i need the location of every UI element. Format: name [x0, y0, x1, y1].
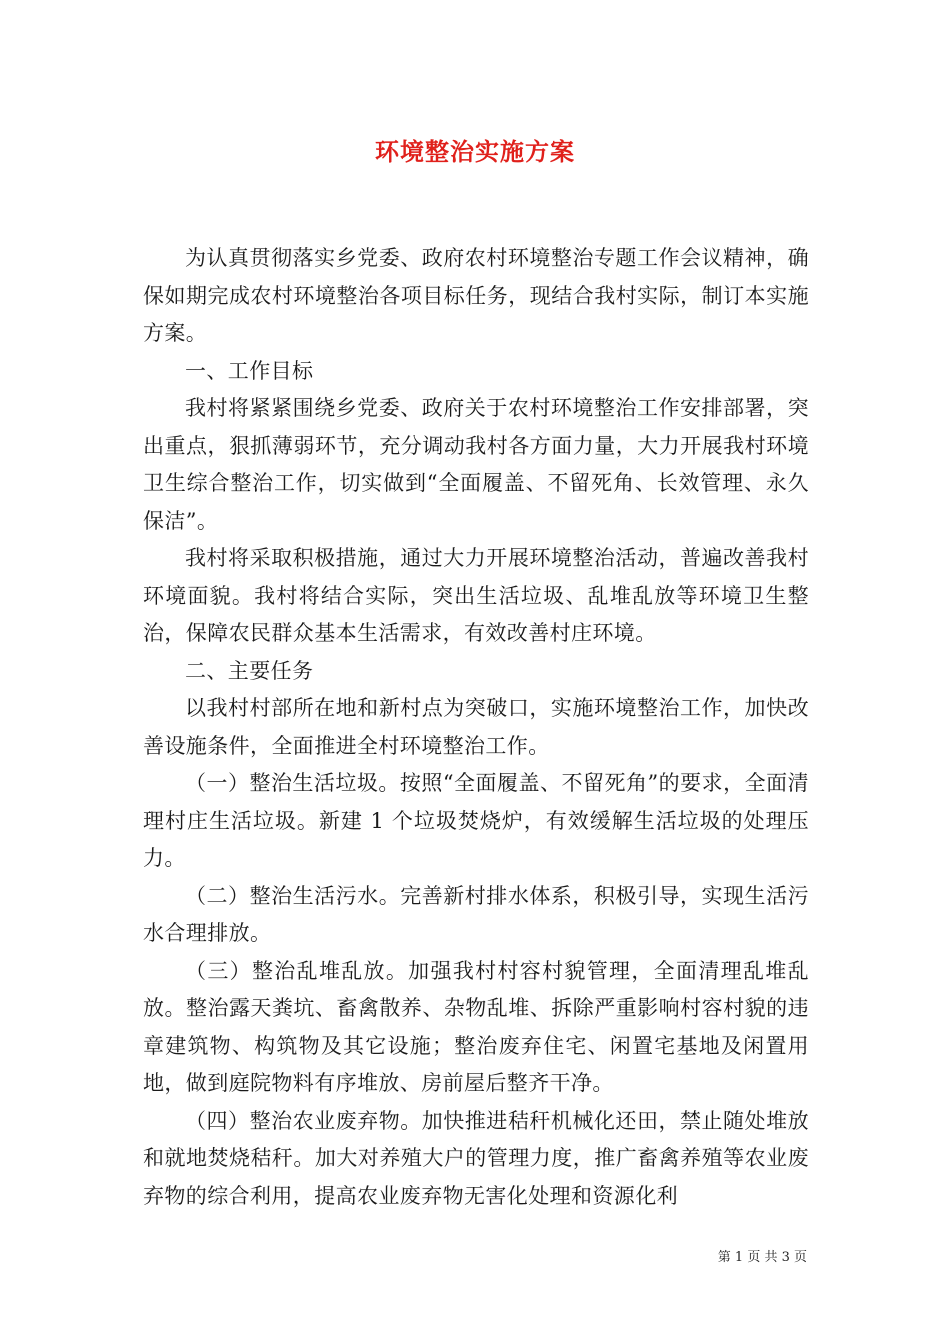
heading-work-goals: 一、工作目标 [185, 358, 314, 383]
heading-main-tasks: 二、主要任务 [185, 658, 314, 683]
paragraph-goals-2: 我村将采取积极措施，通过大力开展环境整治活动，普遍改善我村环境面貌。我村将结合实际，突出生活垃圾、乱堆乱放等环境卫生整治，保障农民群众基本生活需求，有效改善村庄环境。 [143, 546, 809, 645]
paragraph-goals-1: 我村将紧紧围绕乡党委、政府关于农村环境整治工作安排部署，突出重点，狠抓薄弱环节，充分调动我村各方面力量，大力开展我村环境卫生综合整治工作，切实做到“全面履盖、不留死角、长效管理、永久保洁”。 [143, 396, 809, 533]
paragraph-intro: 为认真贯彻落实乡党委、政府农村环境整治专题工作会议精神，确保如期完成农村环境整治各项目标任务，现结合我村实际，制订本实施方案。 [143, 246, 809, 345]
paragraph-tasks-intro: 以我村村部所在地和新村点为突破口，实施环境整治工作，加快改善设施条件，全面推进全村环境整治工作。 [143, 696, 809, 758]
paragraph-task-2: （二）整治生活污水。完善新村排水体系，积极引导，实现生活污水合理排放。 [143, 883, 809, 945]
document-body [143, 240, 809, 1215]
paragraph-task-4: （四）整治农业废弃物。加快推进秸秆机械化还田，禁止随处堆放和就地焚烧秸秆。加大对养殖大户的管理力度，推广畜禽养殖等农业废弃物的综合利用，提高农业废弃物无害化处理和资源化利 [143, 1108, 809, 1208]
document-title: 环境整治实施方案 [375, 137, 575, 166]
paragraph-task-1: （一）整治生活垃圾。按照“全面履盖、不留死角”的要求，全面清理村庄生活垃圾。新建 1 个垃圾焚烧炉，有效缓解生活垃圾的处理压力。 [143, 771, 809, 870]
paragraph-task-3: （三）整治乱堆乱放。加强我村村容村貌管理，全面清理乱堆乱放。整治露天粪坑、畜禽散养、杂物乱堆、拆除严重影响村容村貌的违章建筑物、构筑物及其它设施；整治废弃住宅、闲置宅基地及闲置用地，做到庭院物料有序堆放、房前屋后整齐干净。 [143, 958, 809, 1095]
page-number: 第 1 页 共 3 页 [717, 1250, 807, 1265]
